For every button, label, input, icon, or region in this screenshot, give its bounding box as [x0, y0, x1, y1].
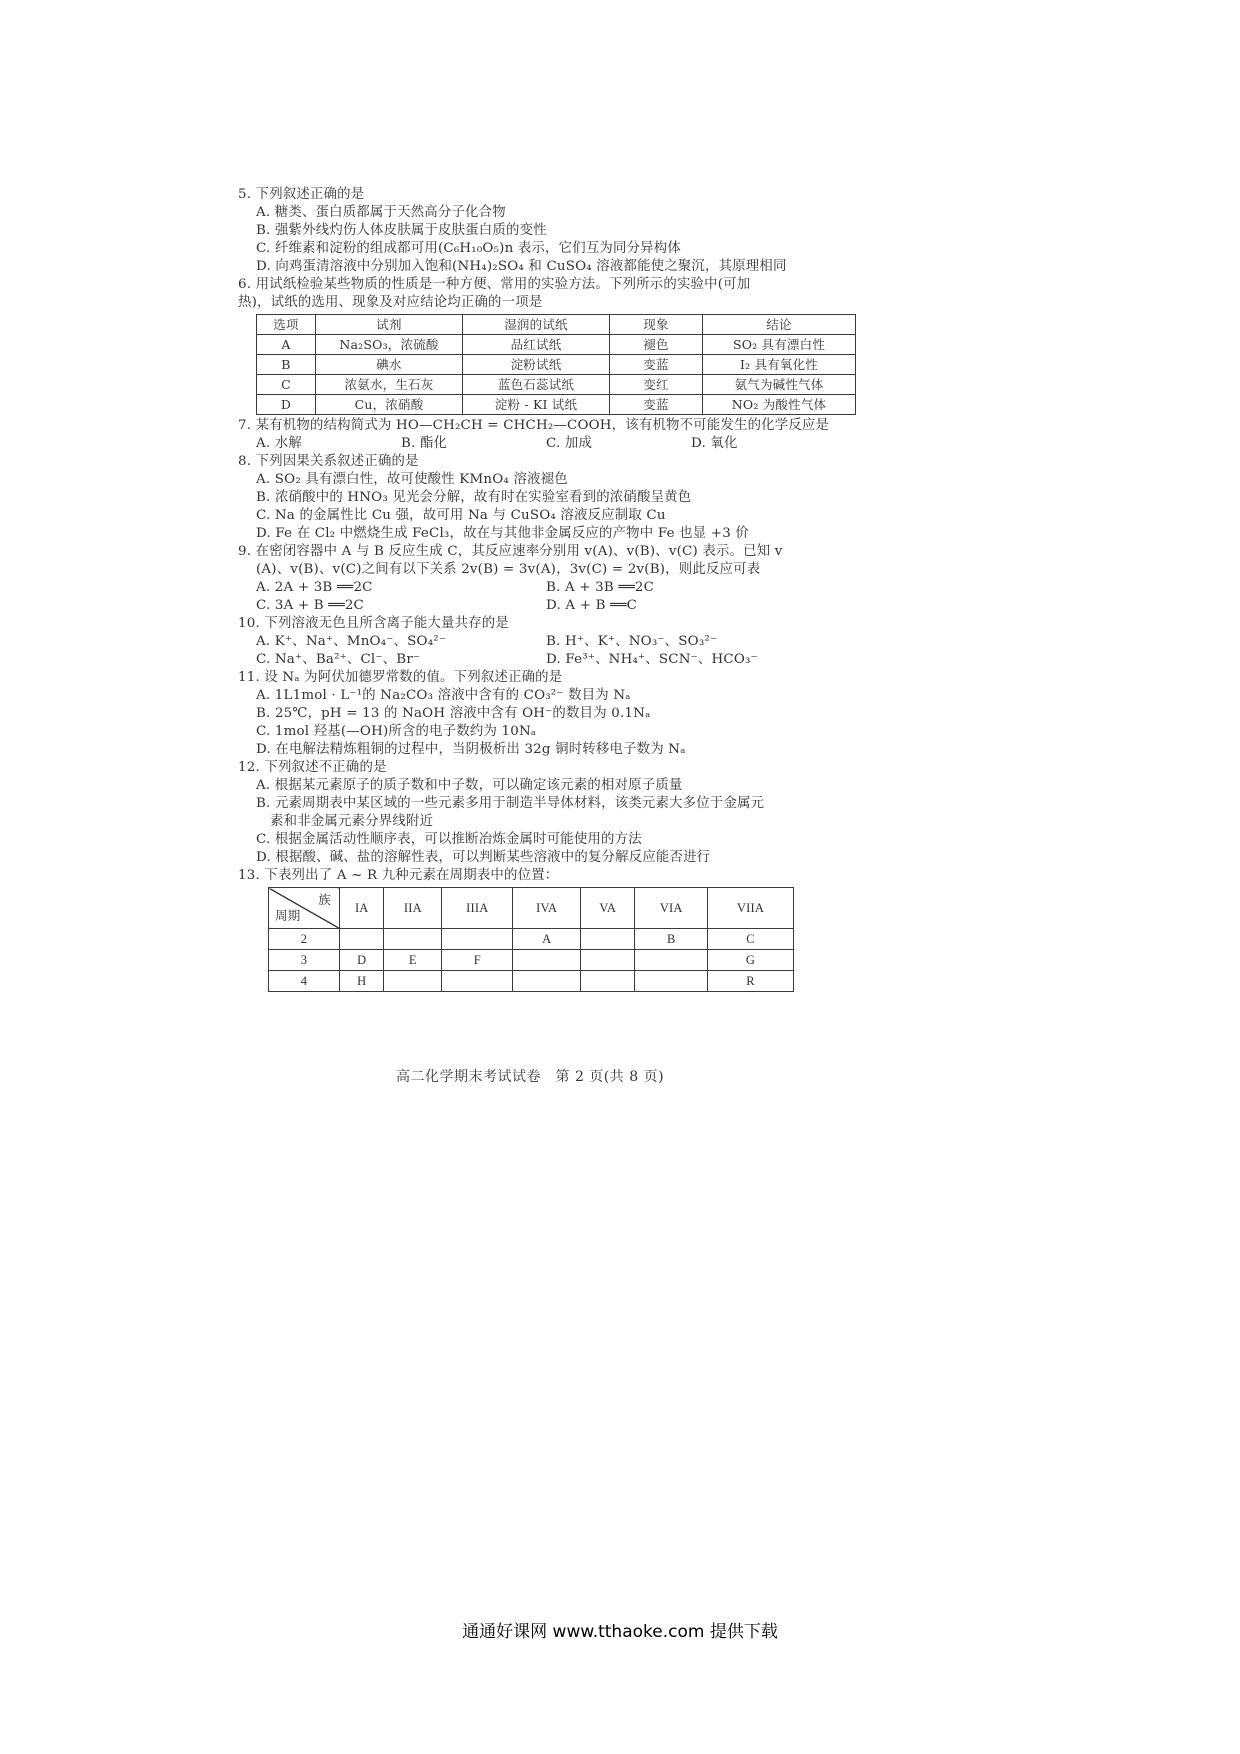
options-row: [238, 435, 870, 453]
option-d: D. 在电解法精炼粗铜的过程中，当阴极析出 32g 铜时转移电子数为 Nₐ: [256, 742, 686, 757]
option-b-continued: 素和非金属元素分界线附近: [270, 814, 434, 829]
question-5: [238, 186, 870, 276]
option-d: D. Fe³⁺、NH₄⁺、SCN⁻、HCO₃⁻: [546, 652, 758, 667]
table-cell: Cu，浓硝酸: [316, 395, 463, 415]
element-cell: [635, 950, 708, 971]
element-cell: D: [340, 950, 384, 971]
column-header: 现象: [610, 315, 703, 335]
option-c: C. Na 的金属性比 Cu 强，故可用 Na 与 CuSO₄ 溶液反应制取 Cu: [256, 508, 666, 523]
table-row: [257, 335, 856, 355]
option-d: D. 根据酸、碱、盐的溶解性表，可以判断某些溶液中的复分解反应能否进行: [256, 850, 711, 865]
question-stem: 5. 下列叙述正确的是: [238, 187, 365, 202]
corner-header: [269, 888, 340, 929]
table-row: [269, 929, 794, 950]
element-cell: [442, 971, 513, 992]
periodic-table-excerpt: [268, 887, 794, 992]
element-cell: [513, 971, 581, 992]
question-11: [238, 669, 870, 759]
option-c: C. 纤维素和淀粉的组成都可用(C₆H₁₀O₅)n 表示，它们互为同分异构体: [256, 241, 681, 256]
table-cell: 变红: [610, 375, 703, 395]
option-a: A. 糖类、蛋白质都属于天然高分子化合物: [256, 205, 506, 220]
q6-table: [256, 314, 856, 415]
page-footer: 高二化学期末考试试卷 第 2 页(共 8 页): [396, 1069, 665, 1085]
element-cell: H: [340, 971, 384, 992]
table-cell: 碘水: [316, 355, 463, 375]
element-cell: F: [442, 950, 513, 971]
option-c: C. 加成: [546, 436, 593, 451]
group-header: IIA: [384, 888, 442, 929]
question-12: [238, 759, 870, 867]
question-10: [238, 615, 870, 669]
option-d: D. A + B ══C: [546, 598, 638, 613]
question-stem-continued: 热)，试纸的选用、现象及对应结论均正确的一项是: [238, 295, 543, 310]
table-cell: B: [257, 355, 316, 375]
options-grid: [238, 579, 870, 615]
option-a: A. K⁺、Na⁺、MnO₄⁻、SO₄²⁻: [256, 634, 447, 649]
question-stem: 11. 设 Nₐ 为阿伏加德罗常数的值。下列叙述正确的是: [238, 670, 563, 685]
table-row: [257, 355, 856, 375]
table-header-row: [257, 315, 856, 335]
question-stem: 12. 下列叙述不正确的是: [238, 760, 387, 775]
period-cell: 3: [269, 950, 340, 971]
question-stem: 13. 下表列出了 A ~ R 九种元素在周期表中的位置：: [238, 868, 559, 883]
table-cell: 褪色: [610, 335, 703, 355]
element-cell: [635, 971, 708, 992]
table-header-row: [269, 888, 794, 929]
element-cell: C: [708, 929, 794, 950]
option-d: D. 向鸡蛋清溶液中分别加入饱和(NH₄)₂SO₄ 和 CuSO₄ 溶液都能使之聚沉，其原理相同: [256, 259, 787, 274]
table-cell: 氨气为碱性气体: [703, 375, 856, 395]
element-cell: G: [708, 950, 794, 971]
download-credit: 通通好课网 www.tthaoke.com 提供下载: [462, 1622, 778, 1642]
period-label: 周期: [275, 908, 301, 923]
option-a: A. 水解: [256, 436, 302, 451]
options-grid: [238, 633, 870, 669]
option-a: A. 根据某元素原子的质子数和中子数，可以确定该元素的相对原子质量: [256, 778, 683, 793]
option-b: B. 元素周期表中某区域的一些元素多用于制造半导体材料，该类元素大多位于金属元: [256, 796, 765, 811]
column-header: 选项: [257, 315, 316, 335]
element-cell: [384, 929, 442, 950]
table-cell: 变蓝: [610, 355, 703, 375]
question-7: [238, 417, 870, 453]
element-cell: [581, 950, 635, 971]
option-b: B. 25℃，pH = 13 的 NaOH 溶液中含有 OH⁻的数目为 0.1Nₐ: [256, 706, 651, 721]
group-label: 族: [318, 892, 331, 907]
question-stem: 7. 某有机物的结构简式为 HO—CH₂CH = CHCH₂—COOH，该有机物不可能发生的化学反应是: [238, 418, 830, 433]
table-cell: D: [257, 395, 316, 415]
column-header: 湿润的试纸: [463, 315, 610, 335]
column-header: 结论: [703, 315, 856, 335]
element-cell: [581, 971, 635, 992]
question-stem: 6. 用试纸检验某些物质的性质是一种方便、常用的实验方法。下列所示的实验中(可加: [238, 277, 751, 292]
option-a: A. SO₂ 具有漂白性，故可使酸性 KMnO₄ 溶液褪色: [256, 472, 568, 487]
element-cell: E: [384, 950, 442, 971]
table-row: [269, 950, 794, 971]
group-header: IIIA: [442, 888, 513, 929]
element-cell: A: [513, 929, 581, 950]
table-cell: I₂ 具有氧化性: [703, 355, 856, 375]
question-stem: 10. 下列溶液无色且所含离子能大量共存的是: [238, 616, 509, 631]
table-cell: 淀粉试纸: [463, 355, 610, 375]
table-cell: A: [257, 335, 316, 355]
exam-page: [238, 186, 870, 992]
table-cell: NO₂ 为酸性气体: [703, 395, 856, 415]
table-cell: Na₂SO₃，浓硫酸: [316, 335, 463, 355]
option-b: B. 强紫外线灼伤人体皮肤属于皮肤蛋白质的变性: [256, 223, 547, 238]
option-c: C. 1mol 羟基(—OH)所含的电子数约为 10Nₐ: [256, 724, 537, 739]
question-stem-continued: (A)、v(B)、v(C)之间有以下关系 2v(B) = 3v(A)，3v(C) = 2v(B)，则此反应可表: [256, 562, 761, 577]
group-header: IA: [340, 888, 384, 929]
element-cell: [340, 929, 384, 950]
option-b: B. 浓硝酸中的 HNO₃ 见光会分解，故有时在实验室看到的浓硝酸呈黄色: [256, 490, 692, 505]
table-cell: 变蓝: [610, 395, 703, 415]
option-c: C. 3A + B ══2C: [256, 598, 364, 613]
table-row: [257, 395, 856, 415]
question-stem: 8. 下列因果关系叙述正确的是: [238, 454, 419, 469]
element-cell: B: [635, 929, 708, 950]
element-cell: [384, 971, 442, 992]
group-header: VIIA: [708, 888, 794, 929]
table-cell: 蓝色石蕊试纸: [463, 375, 610, 395]
option-b: B. 酯化: [401, 436, 448, 451]
question-8: [238, 453, 870, 543]
option-d: D. Fe 在 Cl₂ 中燃烧生成 FeCl₃，故在与其他非金属反应的产物中 Fe 也显 +3 价: [256, 526, 749, 541]
table-cell: SO₂ 具有漂白性: [703, 335, 856, 355]
option-c: C. Na⁺、Ba²⁺、Cl⁻、Br⁻: [256, 652, 421, 667]
option-b: B. H⁺、K⁺、NO₃⁻、SO₃²⁻: [546, 634, 718, 649]
table-row: [269, 971, 794, 992]
option-a: A. 1L1mol · L⁻¹的 Na₂CO₃ 溶液中含有的 CO₃²⁻ 数目为 Nₐ: [256, 688, 631, 703]
element-cell: R: [708, 971, 794, 992]
table-cell: 淀粉 - KI 试纸: [463, 395, 610, 415]
question-stem: 9. 在密闭容器中 A 与 B 反应生成 C，其反应速率分别用 v(A)、v(B)、v(C) 表示。已知 v: [238, 544, 783, 559]
table-row: [257, 375, 856, 395]
option-d: D. 氧化: [691, 436, 738, 451]
option-c: C. 根据金属活动性顺序表，可以推断冶炼金属时可能使用的方法: [256, 832, 642, 847]
question-13: [238, 867, 870, 992]
question-9: [238, 543, 870, 615]
element-cell: [442, 929, 513, 950]
group-header: IVA: [513, 888, 581, 929]
period-cell: 4: [269, 971, 340, 992]
column-header: 试剂: [316, 315, 463, 335]
period-cell: 2: [269, 929, 340, 950]
table-cell: C: [257, 375, 316, 395]
option-b: B. A + 3B ══2C: [546, 580, 655, 595]
element-cell: [513, 950, 581, 971]
group-header: VIA: [635, 888, 708, 929]
group-header: VA: [581, 888, 635, 929]
element-cell: [581, 929, 635, 950]
table-cell: 品红试纸: [463, 335, 610, 355]
table-cell: 浓氨水，生石灰: [316, 375, 463, 395]
option-a: A. 2A + 3B ══2C: [256, 580, 373, 595]
question-6: [238, 276, 870, 415]
